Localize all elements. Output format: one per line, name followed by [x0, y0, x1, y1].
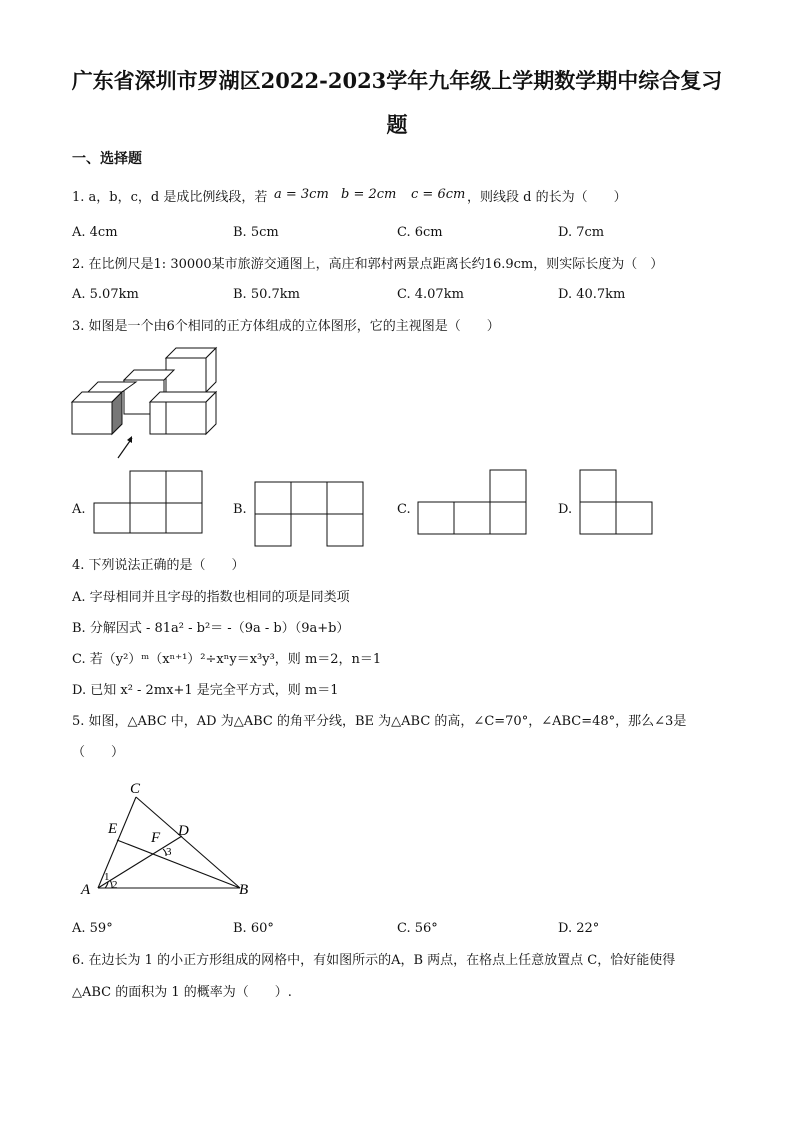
label-E: E [108, 821, 118, 837]
q5-stem: 5. 如图，△ABC 中，AD 为△ABC 的角平分线，BE 为△ABC 的高，∠C=70°，∠ABC=48°，那么∠3是 [72, 714, 687, 729]
label-A: A [81, 882, 91, 898]
q4-option-c: C. 若（y²）ᵐ（xⁿ⁺¹）²÷xⁿy＝x³y³，则 m＝2，n＝1 [72, 652, 382, 667]
q3-option-d-figure [579, 469, 655, 535]
q2-option-b: B. 50.7km [233, 287, 300, 302]
q1-b-value: b = 2cm [341, 187, 397, 202]
q5-stem-paren: （ ） [72, 745, 125, 760]
q4-stem: 4. 下列说法正确的是（ ） [72, 558, 245, 573]
q3-stem: 3. 如图是一个由6个相同的正方体组成的立体图形，它的主视图是（ ） [72, 319, 500, 334]
q6-stem-line2: △ABC 的面积为 1 的概率为（ ）. [72, 985, 292, 1000]
q4-option-b: B. 分解因式 - 81a² - b²＝ -（9a - b）（9a+b） [72, 621, 350, 636]
angle-1: 1 [104, 871, 110, 883]
q5-option-a: A. 59° [72, 921, 113, 936]
q1-option-c: C. 6cm [397, 225, 443, 240]
q5-triangle-figure [72, 780, 272, 900]
q3-option-a-label: A. [72, 502, 86, 517]
q1-stem-part2: ，则线段 d 的长为（ ） [467, 190, 627, 205]
doc-title-line1: 广东省深圳市罗湖区2022-2023学年九年级上学期数学期中综合复习 [71, 68, 723, 93]
q2-option-d: D. 40.7km [558, 287, 626, 302]
q3-option-d-label: D. [558, 502, 573, 517]
q6-stem-line1: 6. 在边长为 1 的小正方形组成的网格中，有如图所示的A，B 两点，在格点上任意放置点 C，恰好能使得 [72, 953, 676, 968]
q3-cube-figure [66, 344, 226, 466]
q3-option-a-figure [93, 470, 205, 534]
section-heading: 一、选择题 [72, 151, 142, 167]
q5-option-b: B. 60° [233, 921, 274, 936]
q5-option-d: D. 22° [558, 921, 600, 936]
q3-option-b-figure [254, 481, 366, 547]
doc-title-line2: 题 [386, 112, 408, 137]
q1-option-a: A. 4cm [72, 225, 118, 240]
angle-2: 2 [112, 879, 118, 891]
label-F: F [151, 830, 161, 846]
q3-option-c-label: C. [397, 502, 411, 517]
q5-option-c: C. 56° [397, 921, 438, 936]
q3-option-b-label: B. [233, 502, 247, 517]
q3-option-c-figure [417, 469, 529, 535]
q4-option-d: D. 已知 x² - 2mx+1 是完全平方式，则 m＝1 [72, 683, 339, 698]
q2-stem: 2. 在比例尺是1: 30000某市旅游交通图上，高庄和郭村两景点距离长约16.9cm，则实际长度为（ ） [72, 257, 664, 272]
label-C: C [130, 781, 141, 797]
angle-3: 3 [166, 846, 172, 858]
q2-option-c: C. 4.07km [397, 287, 464, 302]
q1-option-b: B. 5cm [233, 225, 279, 240]
label-B: B [239, 882, 249, 898]
q2-option-a: A. 5.07km [72, 287, 139, 302]
label-D: D [178, 823, 189, 839]
q1-stem-part1: 1. a，b，c，d 是成比例线段，若 [72, 190, 268, 205]
q1-c-value: c = 6cm [411, 187, 466, 202]
q1-a-value: a = 3cm [274, 187, 329, 202]
q4-option-a: A. 字母相同并且字母的指数也相同的项是同类项 [72, 590, 350, 605]
q1-option-d: D. 7cm [558, 225, 605, 240]
